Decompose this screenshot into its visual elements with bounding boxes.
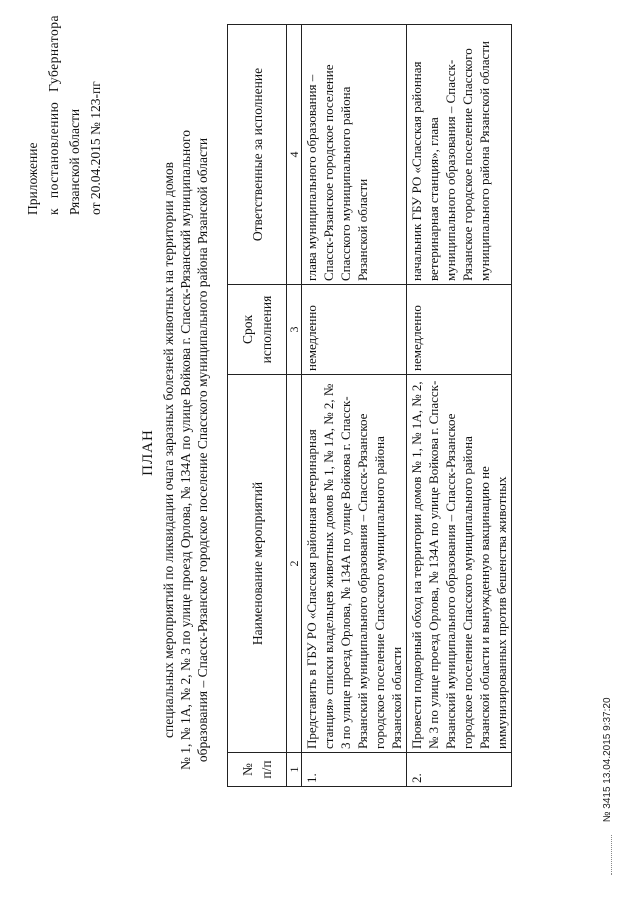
plan-subtitle (160, 115, 211, 785)
registration-number: № 3415 13.04.2015 9:37:20 (602, 697, 613, 823)
table-row (302, 25, 407, 787)
appendix-date: от 20.04.2015 № 123-пг (88, 81, 103, 215)
row-term: немедленно (407, 285, 512, 375)
measures-table (227, 24, 512, 787)
row-responsible: глава муниципального образования – Спасск-Рязанское городское поселение Спасского муниципального района Рязанской области (302, 25, 407, 285)
header-term: Срок исполнения (228, 285, 287, 375)
header-num: № п/п (228, 753, 287, 787)
appendix-resolution: к постановлению Губернатора (46, 15, 61, 215)
registration-stamp (602, 697, 613, 875)
appendix-block (22, 15, 106, 215)
column-number: 1 (287, 753, 302, 787)
header-responsible: Ответственные за исполнение (228, 25, 287, 285)
column-number-row (287, 25, 302, 787)
row-term: немедленно (302, 285, 407, 375)
plan-subtitle-line: специальных мероприятий по ликвидации очага заразных болезней животных на территории домов (161, 161, 176, 739)
row-responsible: начальник ГБУ РО «Спасская районная ветеринарная станция», глава муниципального образования – Спасск-Рязанское городское поселение Спасского муниципального района Рязанской области (407, 25, 512, 285)
column-number: 3 (287, 285, 302, 375)
column-number: 4 (287, 25, 302, 285)
appendix-region: Рязанской области (67, 108, 82, 215)
signature-mark (603, 835, 612, 875)
plan-subtitle-line: образования – Спасск-Рязанское городское поселение Спасского муниципального района Рязанской области (195, 137, 210, 763)
table-row (407, 25, 512, 787)
plan-title: ПЛАН (140, 429, 156, 476)
header-name: Наименование мероприятий (228, 375, 287, 753)
table-header-row (228, 25, 287, 787)
row-measure: Представить в ГБУ РО «Спасская районная ветеринарная станция» списки владельцев животных домов № 1, № 1А, № 2, № 3 по улице проезд Орлова, № 134А по улице Войкова г. Спасск-Рязанский муниципального образования – Спасск-Рязанское городское поселение Спасского муниципального района Рязанской области (302, 375, 407, 753)
row-number: 1. (302, 753, 407, 787)
column-number: 2 (287, 375, 302, 753)
plan-subtitle-line: № 1, № 1А, № 2, № 3 по улице проезд Орлова, № 134А по улице Войкова г. Спасск-Рязанский муниципального (178, 130, 193, 770)
appendix-label: Приложение (25, 142, 40, 215)
row-measure: Провести подворный обход на территории домов № 1, № 1А, № 2, № 3 по улице проезд Орлова, № 134А по улице Войкова г. Спасск-Рязанский муниципального образования – Спасск-Рязанское городское поселение Спасского муниципального района Рязанской области и вынужденную вакцинацию не иммунизированных против бешенства животных (407, 375, 512, 753)
row-number: 2. (407, 753, 512, 787)
